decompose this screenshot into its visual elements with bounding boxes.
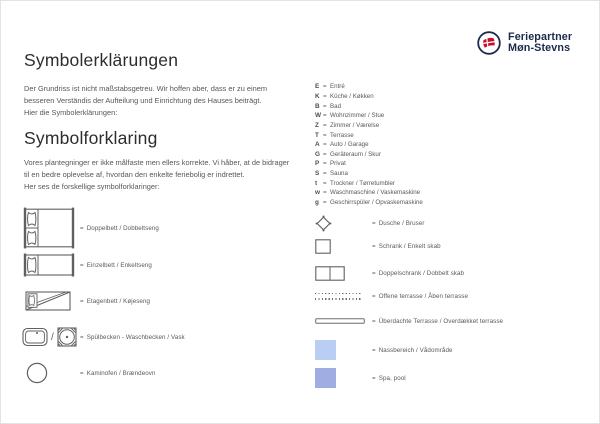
wet-area-swatch bbox=[315, 340, 336, 360]
legend-label bbox=[80, 262, 152, 269]
code-letter: B bbox=[315, 102, 320, 110]
code-text: Zimmer / Værelse bbox=[330, 121, 380, 129]
equals-sign: = bbox=[323, 170, 327, 178]
code-letter: P bbox=[315, 160, 320, 168]
code-text: Entré bbox=[330, 83, 345, 91]
equals-sign: = bbox=[372, 317, 376, 325]
code-text: Terrasse bbox=[330, 131, 354, 139]
code-text: Auto / Garage bbox=[330, 141, 369, 149]
room-code-row bbox=[315, 121, 423, 131]
equals-sign: = bbox=[323, 150, 327, 158]
equals-sign: = bbox=[80, 297, 84, 305]
icon-cell bbox=[22, 362, 80, 384]
equals-sign: = bbox=[323, 121, 327, 129]
equals-sign: = bbox=[372, 243, 376, 250]
spa-pool-swatch bbox=[315, 368, 336, 388]
equals-sign: = bbox=[323, 131, 327, 139]
room-code-row bbox=[315, 149, 423, 159]
legend-label-text: Kaminofen / Brændeovn bbox=[86, 369, 156, 377]
legend-label-text: Offene terrasse / Åben terrasse bbox=[378, 292, 469, 300]
room-code-row bbox=[315, 130, 423, 140]
room-code-row bbox=[315, 101, 423, 111]
icon-cell bbox=[315, 340, 372, 360]
equals-sign: = bbox=[372, 374, 376, 382]
legend-label-text: Nassbereich / Vådområde bbox=[378, 346, 453, 354]
equals-sign: = bbox=[372, 270, 376, 277]
equals-sign: = bbox=[80, 224, 84, 232]
room-code-row bbox=[315, 169, 423, 179]
icon-cell bbox=[22, 253, 80, 277]
icon-cell bbox=[22, 327, 80, 347]
legend-row-double-closet bbox=[315, 266, 464, 281]
legend-label bbox=[80, 225, 159, 232]
icon-cell bbox=[22, 207, 80, 249]
equals-sign: = bbox=[323, 102, 327, 110]
legend-label-text: Doppelbett / Dobbeltseng bbox=[86, 224, 159, 232]
legend-label bbox=[80, 370, 156, 377]
room-code-row bbox=[315, 82, 423, 92]
legend-label-text: Etagenbett / Køjeseng bbox=[86, 297, 151, 305]
legend-label-text: Einzelbett / Enkeltseng bbox=[86, 261, 152, 269]
room-code-list bbox=[315, 82, 423, 207]
code-letter: E bbox=[315, 83, 320, 91]
legend-row-single-bed bbox=[22, 253, 152, 277]
danish-body-line2: til en bedre oplevelse af, hvordan den enkelte feriebolig er indrettet. bbox=[24, 170, 245, 179]
double-closet-icon bbox=[315, 266, 345, 281]
icon-cell bbox=[22, 291, 80, 311]
equals-sign: = bbox=[80, 369, 84, 377]
washbasin-icon bbox=[57, 327, 77, 347]
room-code-row bbox=[315, 178, 423, 188]
code-letter: G bbox=[315, 150, 320, 158]
german-body-line1: Der Grundriss ist nicht maßstabsgetreu. Wir hoffen aber, dass er zu einem bbox=[24, 84, 268, 93]
code-letter: A bbox=[315, 141, 320, 149]
code-text: Sauna bbox=[330, 170, 348, 178]
equals-sign: = bbox=[80, 333, 84, 341]
room-code-row bbox=[315, 92, 423, 102]
room-code-row bbox=[315, 111, 423, 121]
german-body-line3: Hier die Symbolerklärungen: bbox=[24, 108, 118, 117]
legend-label bbox=[372, 243, 441, 250]
german-section-body bbox=[24, 83, 267, 119]
legend-row-double-bed bbox=[22, 207, 159, 249]
code-text: Trockner / Tørretumbler bbox=[330, 179, 395, 187]
room-code-row bbox=[315, 198, 423, 208]
brand-name-line1: Feriepartner bbox=[508, 30, 573, 43]
code-text: Waschmaschine / Vaskemaskine bbox=[330, 189, 421, 197]
legend-row-open-terrace bbox=[315, 292, 468, 300]
german-body-line2: besseren Verständis der Aufteilung und Einrichtung des Hauses beiträgt. bbox=[24, 96, 262, 105]
slash-separator: / bbox=[51, 331, 54, 343]
equals-sign: = bbox=[372, 346, 376, 354]
equals-sign: = bbox=[323, 112, 327, 120]
legend-label bbox=[372, 293, 468, 300]
legend-row-sinks bbox=[22, 327, 185, 347]
code-text: Wohnzimmer / Stue bbox=[330, 112, 385, 120]
legend-row-wood-stove bbox=[22, 362, 156, 384]
covered-terrace-icon bbox=[315, 318, 365, 324]
code-letter: K bbox=[315, 92, 320, 100]
code-letter: w bbox=[315, 189, 320, 197]
room-code-row bbox=[315, 188, 423, 198]
legend-label bbox=[372, 347, 453, 354]
kitchen-sink-icon bbox=[22, 327, 48, 347]
code-letter: S bbox=[315, 170, 320, 178]
equals-sign: = bbox=[323, 199, 327, 206]
equals-sign: = bbox=[323, 141, 327, 149]
brand-name-line2: Møn-Stevns bbox=[508, 42, 571, 54]
equals-sign: = bbox=[323, 189, 327, 197]
legend-label-text: Doppelschrank / Dobbelt skab bbox=[378, 270, 465, 277]
icon-cell bbox=[315, 215, 372, 232]
danish-section-body bbox=[24, 157, 289, 193]
icon-cell bbox=[315, 293, 372, 300]
legend-label-text: Spa, pool bbox=[378, 374, 406, 382]
room-code-row bbox=[315, 140, 423, 150]
equals-sign: = bbox=[323, 179, 327, 187]
legend-label bbox=[372, 220, 425, 227]
code-text: Geräteraum / Skur bbox=[330, 150, 381, 158]
legend-row-shower bbox=[315, 215, 425, 232]
equals-sign: = bbox=[323, 92, 327, 100]
single-bed-icon bbox=[22, 253, 76, 277]
icon-cell bbox=[315, 318, 372, 324]
code-text: Geschirrspüler / Opvaskemaskine bbox=[330, 199, 423, 206]
code-letter: W bbox=[315, 112, 322, 120]
open-terrace-icon bbox=[315, 293, 362, 300]
legend-row-covered-terrace bbox=[315, 318, 503, 324]
equals-sign: = bbox=[323, 160, 327, 168]
brand-logo bbox=[477, 31, 572, 55]
legend-row-single-closet bbox=[315, 239, 441, 254]
legend-label bbox=[372, 318, 503, 325]
equals-sign: = bbox=[372, 220, 376, 227]
bunk-bed-icon bbox=[25, 291, 71, 311]
legend-label bbox=[80, 334, 185, 341]
icon-cell bbox=[315, 239, 372, 254]
danish-body-line3: Her ses de forskellige symbolforklaringer: bbox=[24, 182, 160, 191]
icon-cell bbox=[315, 266, 372, 281]
equals-sign: = bbox=[323, 83, 327, 91]
icon-cell bbox=[315, 368, 372, 388]
legend-row-spa-pool bbox=[315, 368, 406, 388]
legend-label bbox=[372, 375, 406, 382]
legend-label bbox=[372, 270, 464, 277]
code-letter: Z bbox=[315, 121, 319, 129]
equals-sign: = bbox=[372, 292, 376, 300]
code-text: Privat bbox=[330, 160, 346, 168]
double-bed-icon bbox=[22, 207, 76, 249]
code-text: Küche / Køkken bbox=[330, 92, 374, 100]
legend-label-text: Schrank / Enkelt skab bbox=[378, 243, 441, 250]
shower-icon bbox=[315, 215, 332, 232]
code-letter: T bbox=[315, 131, 319, 139]
legend-label-text: Spülbecken - Waschbecken / Vask bbox=[86, 333, 185, 341]
legend-label bbox=[80, 298, 150, 305]
code-letter: t bbox=[315, 179, 318, 187]
room-code-row bbox=[315, 159, 423, 169]
danish-body-line1: Vores plantegninger er ikke målfaste men ellers korrekte. Vi håber, at de bidrager bbox=[24, 158, 290, 167]
single-closet-icon bbox=[315, 239, 331, 254]
legend-row-bunk-bed bbox=[22, 291, 150, 311]
code-letter: g bbox=[315, 199, 319, 206]
legend-label-text: Dusche / Bruser bbox=[378, 220, 425, 227]
danish-section-title: Symbolforklaring bbox=[24, 128, 158, 148]
legend-label-text: Überdachte Terrasse / Overdækket terrasse bbox=[378, 317, 504, 325]
wood-stove-icon bbox=[26, 362, 48, 384]
danish-flag-icon bbox=[477, 31, 501, 55]
code-text: Bad bbox=[330, 102, 342, 110]
brand-name bbox=[508, 32, 572, 55]
equals-sign: = bbox=[80, 261, 84, 269]
german-section-title: Symbolerklärungen bbox=[24, 50, 179, 70]
legend-row-wet-area bbox=[315, 340, 453, 360]
